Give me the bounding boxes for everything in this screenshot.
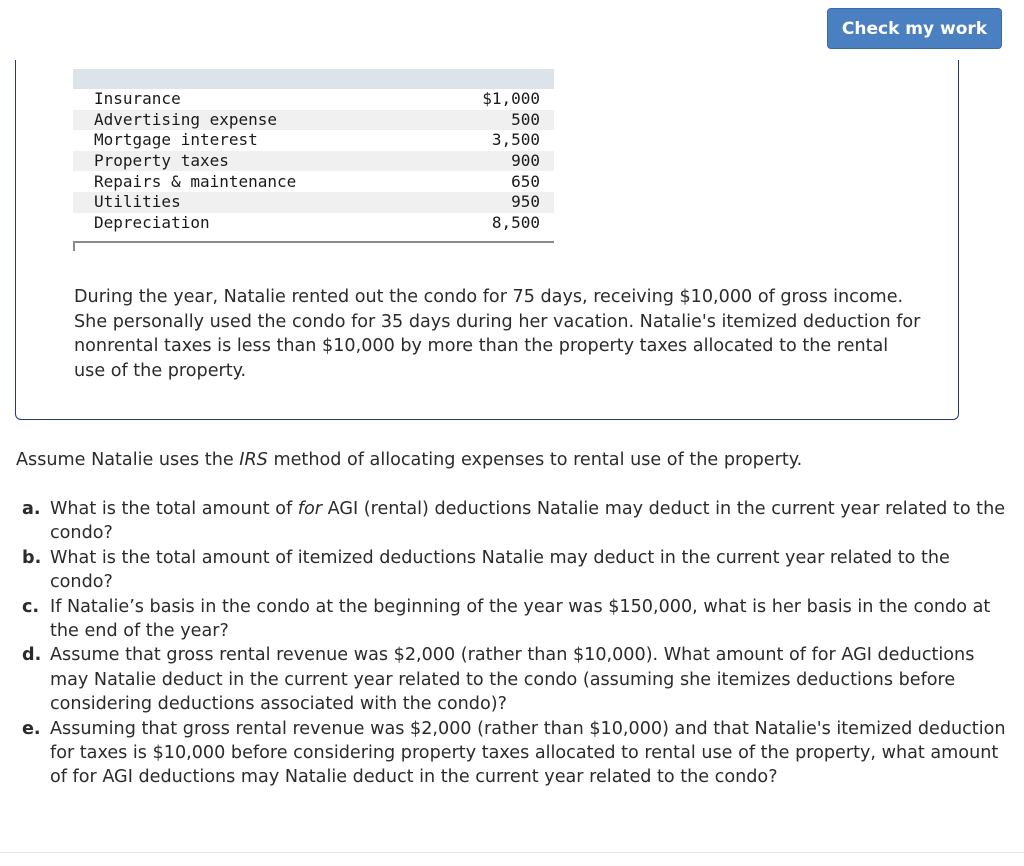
- question-letter: e.: [22, 718, 41, 739]
- question-letter: d.: [22, 645, 42, 666]
- expense-amount: 3,500: [491, 130, 540, 150]
- expense-label: Depreciation: [94, 212, 210, 232]
- expense-amount: 900: [437, 151, 554, 172]
- table-row: [73, 151, 554, 172]
- expense-amount: 950: [437, 192, 554, 213]
- table-row: [73, 213, 554, 234]
- expense-label: Utilities: [73, 192, 437, 213]
- question-list: [22, 497, 1014, 790]
- table-row: [73, 171, 554, 192]
- bottom-divider: [0, 852, 1024, 853]
- question-text: Assume that gross rental revenue was $2,000 (rather than $10,000). What amount of for AGI deductions may Natalie deduct in the current year related to the condo (assuming she itemizes deductions before considering deductions associated with the condo)?: [50, 645, 975, 715]
- question-text: What is the total amount of for AGI (rental) deductions Natalie may deduct in the current year related to the condo?: [50, 499, 1006, 544]
- expense-label: Repairs & maintenance: [94, 171, 297, 191]
- table-row: [73, 110, 554, 131]
- expense-table-header: [73, 69, 554, 89]
- expense-table: [73, 69, 554, 233]
- question-letter: a.: [22, 499, 41, 519]
- expense-label: Property taxes: [73, 151, 437, 172]
- scenario-paragraph: During the year, Natalie rented out the condo for 75 days, receiving $10,000 of gross income. She personally used the condo for 35 days during her vacation. Natalie's itemized deduction for nonrental taxes is less than $10,000 by more than the property taxes allocated to the rental use of the property.: [74, 287, 921, 381]
- expense-label: Mortgage interest: [94, 130, 258, 150]
- table-row: [73, 130, 554, 151]
- assumption-text: Assume Natalie uses the: [16, 450, 240, 470]
- check-my-work-button[interactable]: Check my work: [827, 8, 1002, 49]
- expense-label: Advertising expense: [73, 110, 437, 131]
- list-item: [22, 643, 1014, 716]
- expense-amount: 8,500: [491, 212, 540, 232]
- question-text: Assuming that gross rental revenue was $2,000 (rather than $10,000) and that Natalie's itemized deduction for taxes is $10,000 before considering property taxes allocated to rental use of the property, what amount of for AGI deductions may Natalie deduct in the current year related to the condo?: [50, 718, 1006, 788]
- question-letter: c.: [22, 596, 40, 617]
- table-row: [73, 192, 554, 213]
- assumption-italic: IRS: [239, 450, 268, 470]
- expense-amount: 650: [511, 171, 540, 191]
- question-letter: b.: [22, 547, 42, 568]
- assumption-text-end: method of allocating expenses to rental use of the property.: [267, 450, 803, 470]
- expense-label: Insurance: [94, 89, 181, 109]
- list-item: [22, 717, 1014, 790]
- question-text: What is the total amount of itemized deductions Natalie may deduct in the current year related to the condo?: [50, 547, 950, 593]
- question-text: If Natalie’s basis in the condo at the beginning of the year was $150,000, what is her basis in the condo at the end of the year?: [50, 596, 991, 642]
- assumption-statement: [16, 448, 1006, 472]
- table-bottom-rule: [73, 241, 554, 243]
- list-item: [22, 595, 1014, 644]
- table-row: [73, 89, 554, 110]
- list-item: [22, 546, 1014, 595]
- expense-amount: $1,000: [482, 89, 540, 109]
- expense-amount: 500: [437, 110, 554, 131]
- list-item: [22, 497, 1014, 546]
- table-rule-tick: [73, 241, 75, 251]
